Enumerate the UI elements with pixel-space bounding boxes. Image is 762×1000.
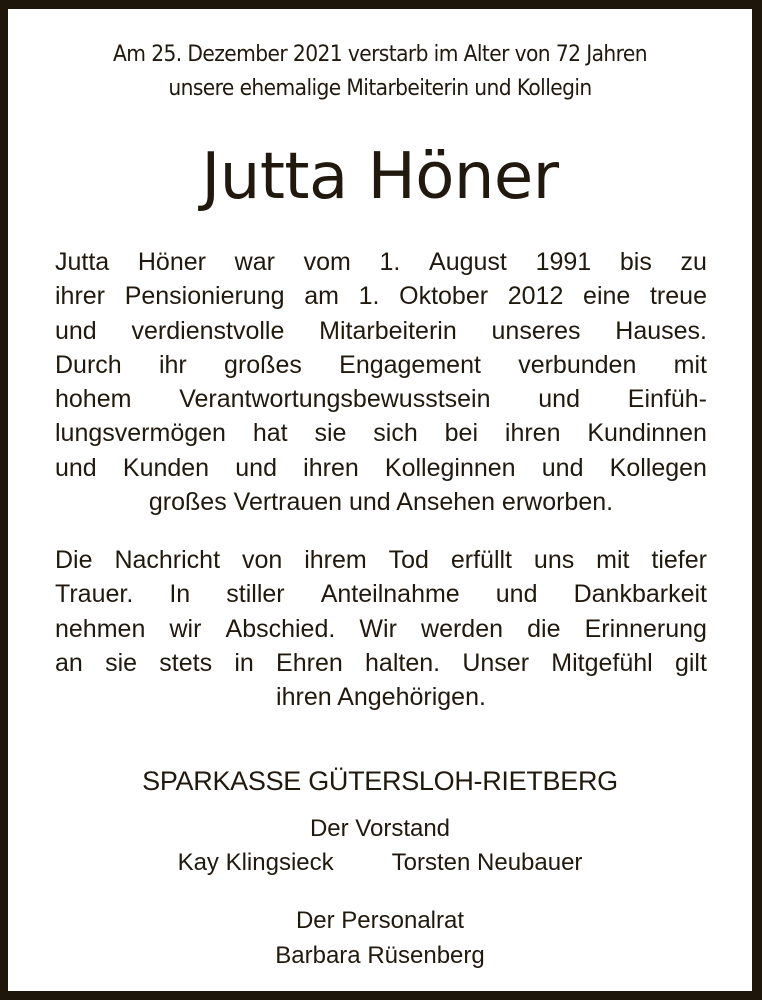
deceased-name: Jutta Höner <box>201 140 559 214</box>
paragraph-line: nehmen wir Abschied. Wir werden die Erinnerung <box>55 614 707 643</box>
paragraph-line: Die Nachricht von ihrem Tod erfüllt uns mit tiefer <box>55 546 707 574</box>
board-members <box>8 845 752 880</box>
obituary-card <box>8 9 752 991</box>
paragraph-line: Jutta Höner war vom 1. August 1991 bis zu <box>55 248 707 276</box>
paragraph-line: an sie stets in Ehren halten. Unser Mitgefühl gilt <box>55 648 707 677</box>
paragraph-line: Durch ihr großes Engagement verbunden mit <box>55 350 707 379</box>
paragraph-line: und verdienstvolle Mitarbeiterin unseres Hauses. <box>55 316 707 345</box>
condolence-paragraph <box>55 543 707 714</box>
board-member-name: Torsten Neubauer <box>391 849 583 876</box>
paragraph-line: ihren Angehörigen. <box>276 683 486 712</box>
paragraph-line: Trauer. In stiller Anteilnahme und Dankbarkeit <box>55 580 707 609</box>
intro-line-1: Am 25. Dezember 2021 verstarb im Alter von 72 Jahren <box>113 41 647 67</box>
board-member-name: Kay Klingsieck <box>177 849 334 876</box>
tribute-paragraph <box>55 245 707 519</box>
paragraph-line: hohem Verantwortungsbewusstsein und Einfüh- <box>55 385 707 414</box>
paragraph-line: und Kunden und ihren Kolleginnen und Kollegen <box>55 453 707 482</box>
paragraph-line: lungsvermögen hat sie sich bei ihren Kundinnen <box>55 419 707 448</box>
board-title: Der Vorstand <box>309 815 451 842</box>
intro-line-2: unsere ehemalige Mitarbeiterin und Kollegin <box>168 75 592 101</box>
organization-name: SPARKASSE GÜTERSLOH-RIETBERG <box>142 766 618 796</box>
paragraph-line: großes Vertrauen und Ansehen erworben. <box>148 488 614 517</box>
paragraph-line: ihrer Pensionierung am 1. Oktober 2012 eine treue <box>55 282 707 311</box>
council-title: Der Personalrat <box>295 907 465 934</box>
intro-text <box>8 37 752 105</box>
council-member-name: Barbara Rüsenberg <box>275 942 485 969</box>
